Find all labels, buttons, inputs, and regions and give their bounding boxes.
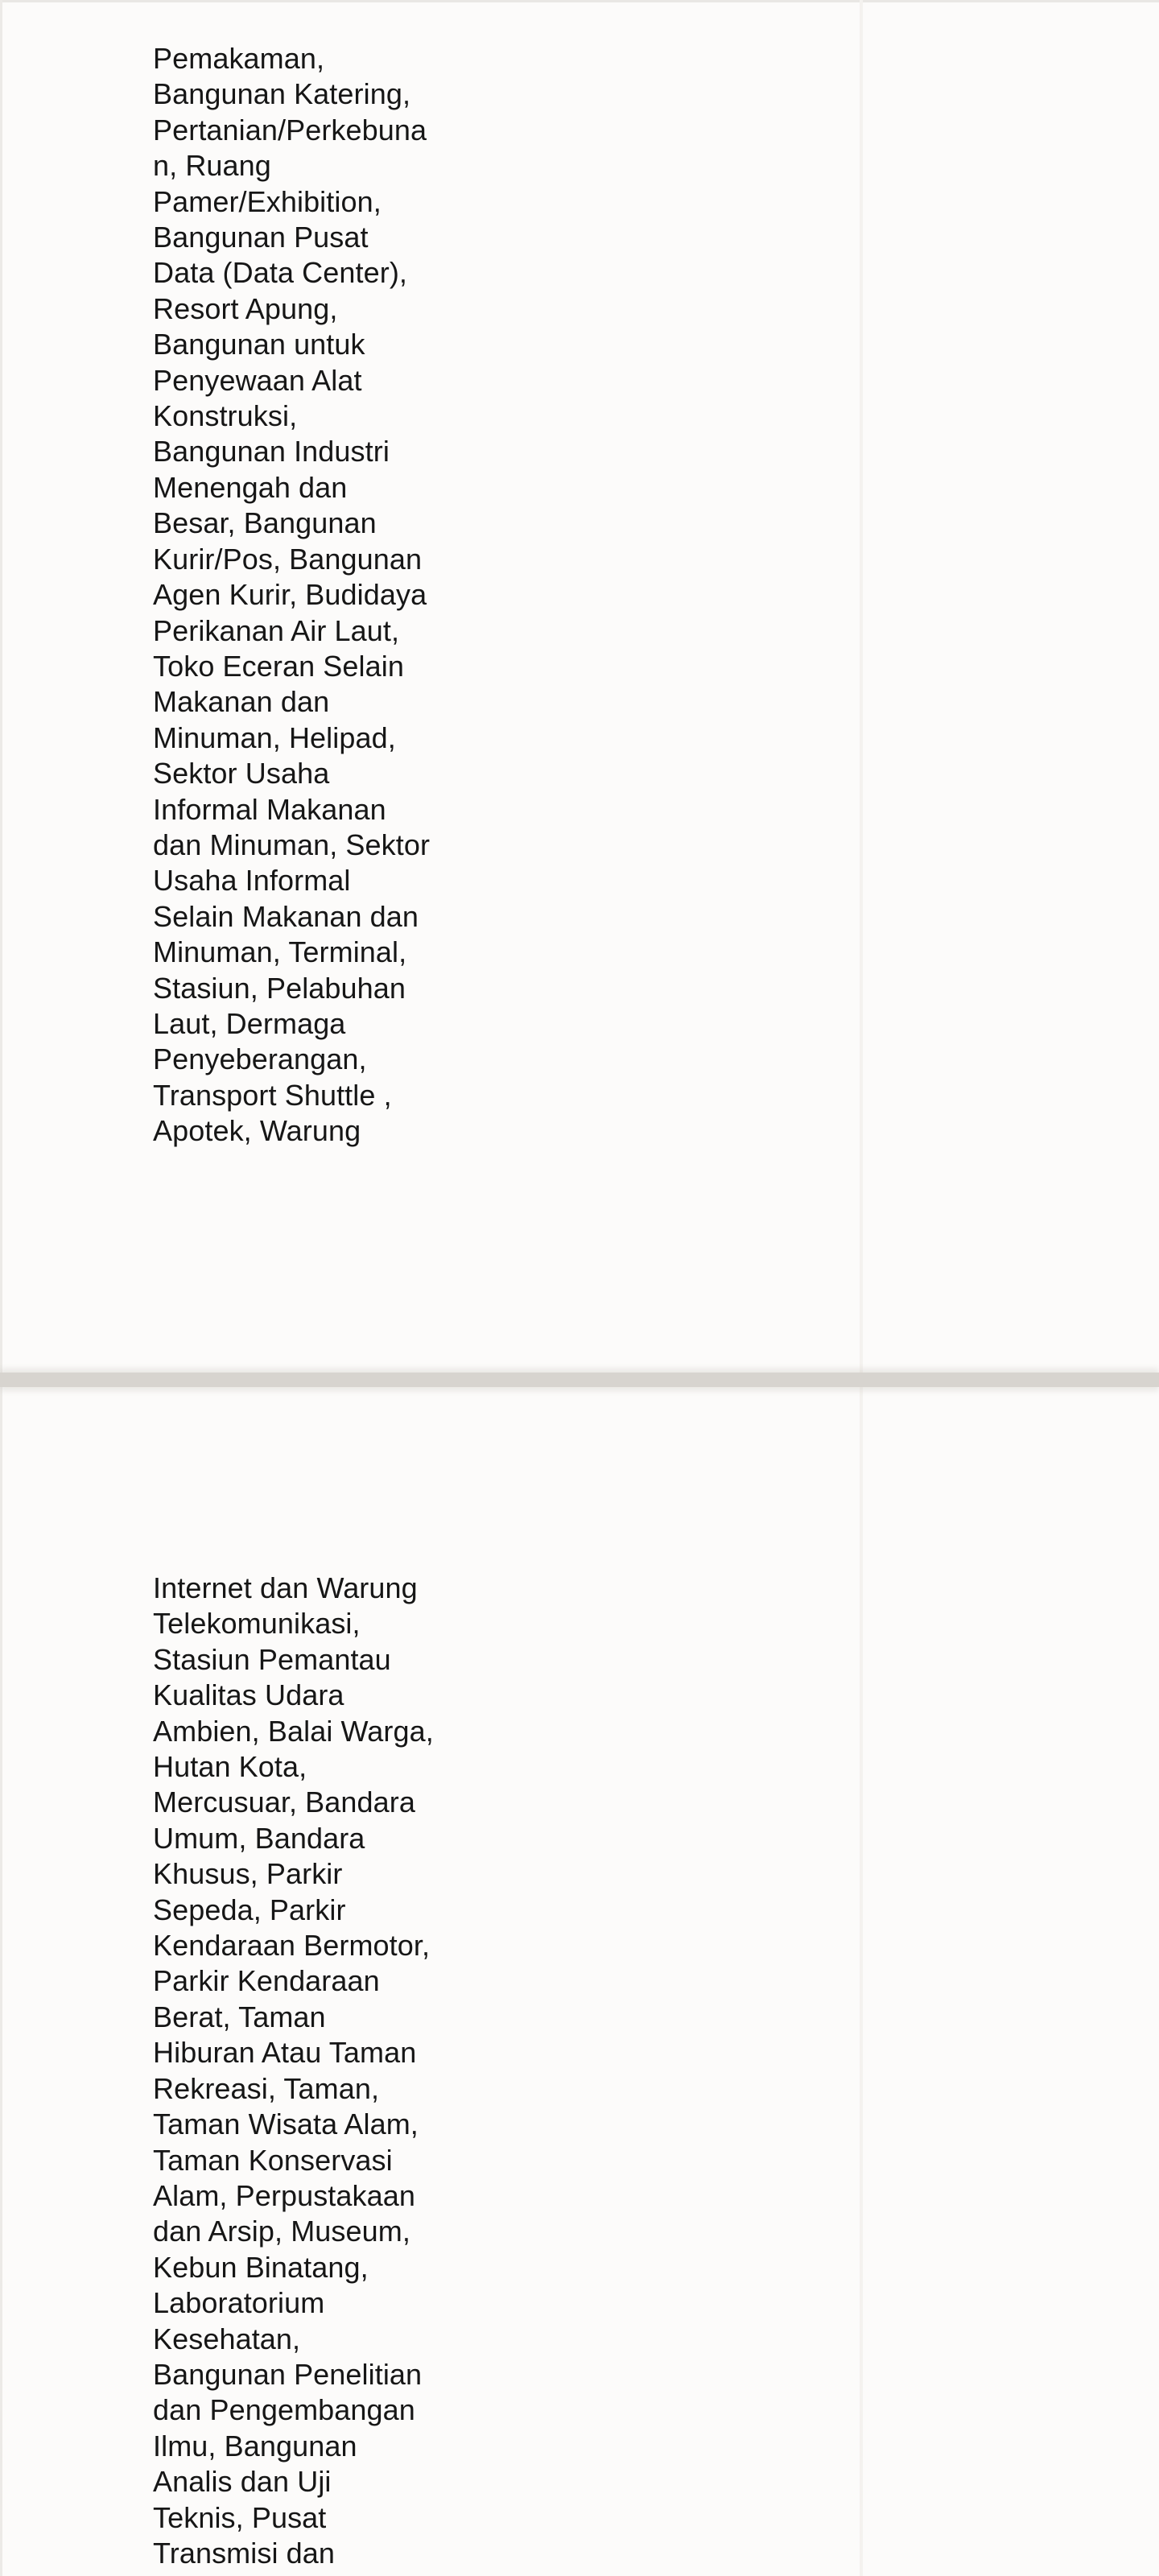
text-line: Kebun Binatang, (153, 2250, 369, 2284)
row-divider (0, 1373, 1159, 1387)
text-line: dan Minuman, Sektor (153, 828, 431, 861)
text-line: Makanan dan (153, 685, 330, 719)
text-line: Teknis, Pusat (153, 2500, 327, 2534)
text-line: Agen Kurir, Budidaya (153, 578, 427, 612)
text-line: Selain Makanan dan (153, 899, 419, 933)
text-line: Toko Eceran Selain (153, 649, 404, 683)
text-line: Laut, Dermaga (153, 1006, 346, 1040)
text-line: Hiburan Atau Taman (153, 2036, 417, 2070)
text-line: Informal Makanan (153, 792, 386, 826)
text-line: Alam, Perpustakaan (153, 2178, 415, 2212)
text-line: Stasiun Pemantau (153, 1642, 391, 1676)
text-line: Taman Konservasi (153, 2143, 393, 2177)
text-line: Kurir/Pos, Bangunan (153, 542, 423, 576)
text-line: Kesehatan, (153, 2322, 301, 2355)
text-line: Kualitas Udara (153, 1678, 344, 1712)
text-line: Khusus, Parkir (153, 1857, 343, 1891)
text-line: Konstruksi, (153, 399, 298, 433)
text-line: Usaha Informal (153, 864, 351, 898)
text-line: Parkir Kendaraan (153, 1964, 380, 1998)
text-line: Sektor Usaha (153, 757, 330, 791)
text-line: Bangunan Katering, (153, 77, 411, 111)
text-line: Umum, Bandara (153, 1821, 365, 1855)
text-line: dan Pengembangan (153, 2393, 415, 2427)
text-line: Bangunan untuk (153, 328, 365, 361)
page-left-edge (0, 0, 2, 2576)
text-line: Transmisi dan (153, 2536, 336, 2570)
text-line: dan Arsip, Museum, (153, 2215, 410, 2248)
text-line: Pemakaman, (153, 42, 325, 75)
text-line: Berat, Taman (153, 2000, 326, 2033)
text-line: Hutan Kota, (153, 1750, 307, 1784)
text-line: Pamer/Exhibition, (153, 184, 382, 218)
text-line: Mercusuar, Bandara (153, 1785, 415, 1819)
text-line: Internet dan Warung (153, 1571, 418, 1604)
text-line: Penyeberangan, (153, 1042, 367, 1076)
text-line: Penyewaan Alat (153, 363, 362, 397)
text-line: Apotek, Warung (153, 1114, 361, 1148)
text-line: Ilmu, Bangunan (153, 2429, 357, 2462)
category-list-cell-2 (153, 1571, 459, 2571)
text-line: Rekreasi, Taman, (153, 2071, 380, 2105)
text-line: Bangunan Pusat (153, 221, 369, 254)
text-line: Transport Shuttle , (153, 1078, 392, 1112)
text-line: Pertanian/Perkebuna (153, 113, 427, 147)
text-line: Stasiun, Pelabuhan (153, 971, 406, 1005)
text-line: Data (Data Center), (153, 256, 408, 290)
text-line: Kendaraan Bermotor, (153, 1929, 431, 1963)
text-line: Perikanan Air Laut, (153, 613, 400, 647)
text-line: Resort Apung, (153, 291, 338, 325)
text-line: Laboratorium (153, 2286, 325, 2320)
text-line: Besar, Bangunan (153, 506, 377, 540)
text-line: Menengah dan (153, 470, 348, 504)
text-line: n, Ruang (153, 149, 271, 183)
page-top-edge (0, 0, 1159, 2)
text-line: Ambien, Balai Warga, (153, 1714, 434, 1748)
text-line: Minuman, Terminal, (153, 935, 407, 969)
text-line: Telekomunikasi, (153, 1607, 361, 1641)
category-list-cell-1 (153, 41, 459, 1150)
text-line: Taman Wisata Alam, (153, 2107, 419, 2141)
table-column-border (860, 0, 863, 2576)
text-line: Analis dan Uji (153, 2465, 332, 2499)
text-line: Sepeda, Parkir (153, 1893, 346, 1926)
text-line: Bangunan Industri (153, 435, 390, 469)
text-line: Bangunan Penelitian (153, 2357, 423, 2391)
text-line: Minuman, Helipad, (153, 720, 396, 754)
